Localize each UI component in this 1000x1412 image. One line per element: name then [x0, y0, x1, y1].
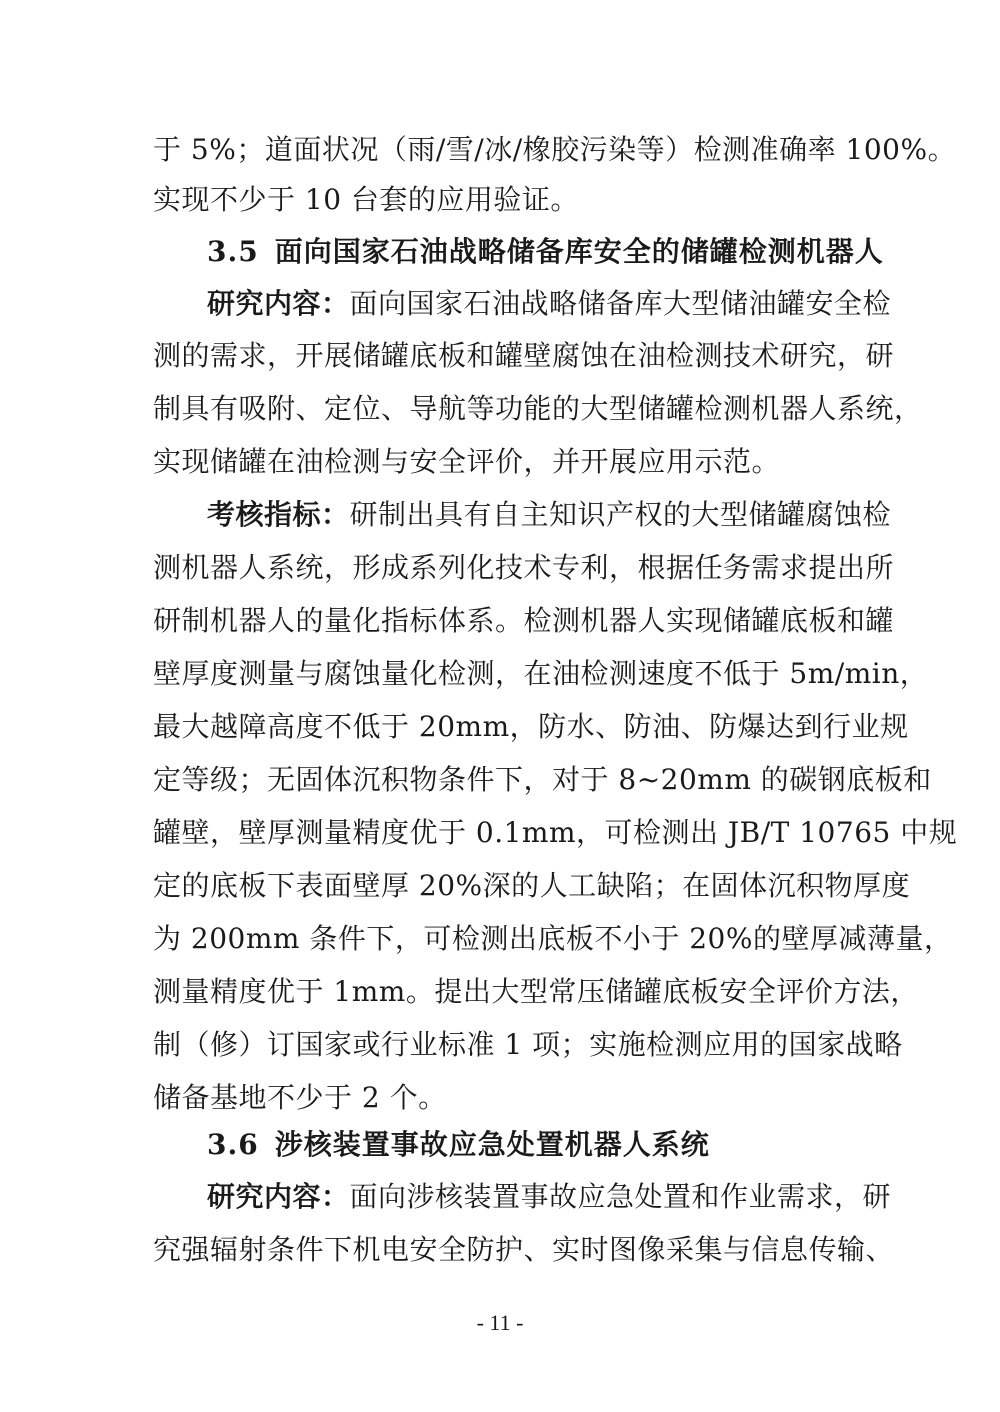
- research-first-line: [207, 284, 907, 324]
- paragraph-line: 储备基地不少于 2 个。: [153, 1081, 447, 1114]
- paragraph-line: 定等级；无固体沉积物条件下，对于 8~20mm 的碳钢底板和: [153, 763, 932, 796]
- paragraph-line: 测量精度优于 1mm。提出大型常压储罐底板安全评价方法，: [153, 975, 919, 1008]
- research-label: 研究内容：: [207, 287, 350, 320]
- paragraph-line: 制（修）订国家或行业标准 1 项；实施检测应用的国家战略: [153, 1028, 903, 1061]
- section-number: 3.6: [207, 1128, 259, 1161]
- page-number: - 11 -: [476, 1310, 524, 1335]
- section-number: 3.5: [207, 235, 259, 268]
- paragraph-line: 制具有吸附、定位、导航等功能的大型储罐检测机器人系统，: [153, 392, 923, 425]
- assessment-label: 考核指标：: [207, 498, 350, 531]
- paragraph-line: 定的底板下表面壁厚 20%深的人工缺陷；在固体沉积物厚度: [153, 869, 911, 902]
- assessment-text: 研制出具有自主知识产权的大型储罐腐蚀检: [349, 498, 892, 531]
- paragraph-line: 壁厚度测量与腐蚀量化检测，在油检测速度不低于 5m/min，: [153, 657, 929, 690]
- paragraph-line: 最大越障高度不低于 20mm，防水、防油、防爆达到行业规: [153, 710, 909, 743]
- assessment-first-line: [207, 495, 907, 535]
- paragraph-line: 研制机器人的量化指标体系。检测机器人实现储罐底板和罐: [153, 604, 895, 637]
- paragraph-line: 实现不少于 10 台套的应用验证。: [153, 183, 579, 216]
- section-heading-3-6: [207, 1125, 907, 1165]
- research-first-line: [207, 1177, 907, 1217]
- paragraph-line: 于 5%；道面状况（雨/雪/冰/橡胶污染等）检测准确率 100%。: [153, 133, 957, 166]
- paragraph-line: 测的需求，开展储罐底板和罐壁腐蚀在油检测技术研究，研: [153, 339, 895, 372]
- section-title: 涉核装置事故应急处置机器人系统: [274, 1128, 710, 1161]
- research-text: 面向国家石油战略储备库大型储油罐安全检: [349, 287, 892, 320]
- paragraph-line: 实现储罐在油检测与安全评价，并开展应用示范。: [153, 445, 781, 478]
- research-text: 面向涉核装置事故应急处置和作业需求，研: [349, 1180, 892, 1213]
- section-title: 面向国家石油战略储备库安全的储罐检测机器人: [274, 235, 884, 268]
- paragraph-line: 罐壁，壁厚测量精度优于 0.1mm，可检测出 JB/T 10765 中规: [153, 816, 958, 849]
- research-label: 研究内容：: [207, 1180, 350, 1213]
- paragraph-line: 为 200mm 条件下，可检测出底板不小于 20%的壁厚减薄量，: [153, 922, 953, 955]
- paragraph-line: 究强辐射条件下机电安全防护、实时图像采集与信息传输、: [153, 1233, 895, 1266]
- section-heading-3-5: [207, 232, 907, 272]
- paragraph-line: 测机器人系统，形成系列化技术专利，根据任务需求提出所: [153, 551, 895, 584]
